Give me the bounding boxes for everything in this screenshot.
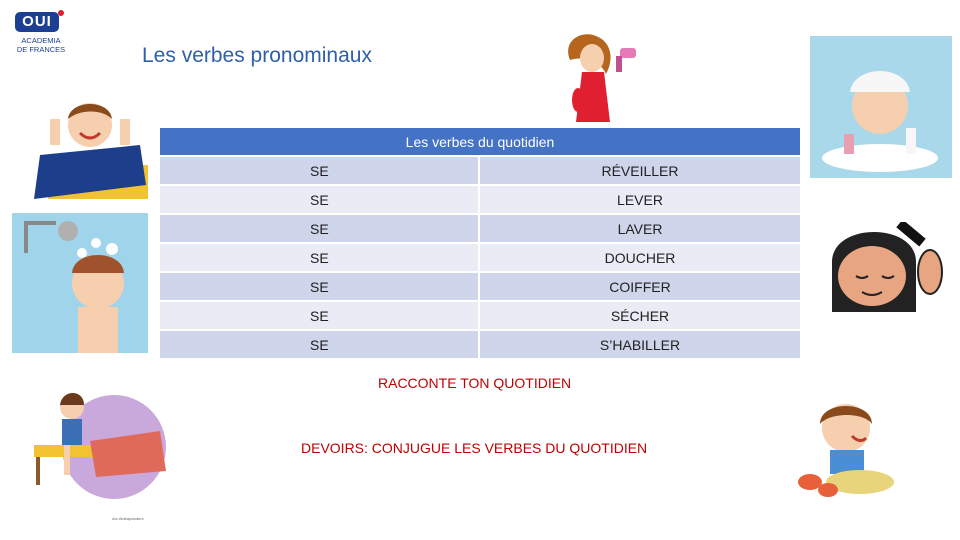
verb-cell: RÉVEILLER [480, 157, 800, 184]
table-row [160, 302, 800, 329]
verb-cell: COIFFER [480, 273, 800, 300]
pronoun-cell: SE [160, 331, 478, 358]
face-washing-illustration [810, 36, 952, 178]
pronoun-cell: SE [160, 186, 478, 213]
table-row [160, 331, 800, 358]
pronoun-cell: SE [160, 157, 478, 184]
image-credit: Arc Aldeapanders [112, 516, 144, 521]
table-row [160, 244, 800, 271]
pronoun-cell: SE [160, 273, 478, 300]
waking-up-illustration [10, 95, 150, 205]
verbs-table [160, 128, 800, 358]
shower-illustration [12, 213, 148, 353]
pronoun-cell: SE [160, 302, 478, 329]
getting-dressed-illustration [790, 390, 900, 502]
logo-badge: OUI [15, 12, 59, 32]
verb-cell: LAVER [480, 215, 800, 242]
logo-line-1: ACADEMIA [21, 36, 61, 45]
table-row [160, 215, 800, 242]
logo-dot [58, 10, 64, 16]
logo-line-2: DE FRANCES [16, 45, 66, 54]
homework-note: DEVOIRS: CONJUGUE LES VERBES DU QUOTIDIEN [301, 440, 648, 456]
pronoun-cell: SE [160, 244, 478, 271]
hair-combing-illustration [826, 222, 944, 318]
table-row [160, 157, 800, 184]
table-row [160, 273, 800, 300]
verb-cell: SÉCHER [480, 302, 800, 329]
oui-logo [10, 10, 70, 60]
hair-drying-illustration [552, 30, 642, 122]
activity-note: RACCONTE TON QUOTIDIEN [378, 375, 572, 391]
verb-cell: S’HABILLER [480, 331, 800, 358]
pronoun-cell: SE [160, 215, 478, 242]
verb-cell: DOUCHER [480, 244, 800, 271]
slide-title: Les verbes pronominaux [142, 44, 372, 67]
verb-cell: LEVER [480, 186, 800, 213]
getting-up-illustration [30, 385, 168, 500]
table-header: Les verbes du quotidien [160, 128, 800, 155]
table-row [160, 186, 800, 213]
